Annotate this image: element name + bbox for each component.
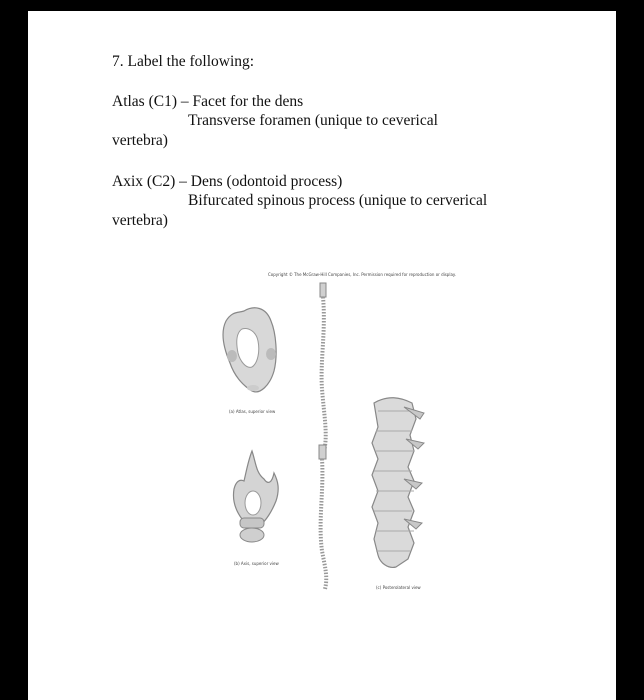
axis-caption: (b) Axis, superior view	[234, 561, 279, 566]
posterolateral-vertebrae-illustration	[372, 398, 424, 568]
axis-label-wrap: vertebra)	[112, 212, 168, 229]
figure-copyright: Copyright © The McGraw-Hill Companies, Inc. Permission required for reproduction or display.	[268, 272, 456, 277]
question-heading: 7. Label the following:	[112, 53, 255, 70]
atlas-caption: (a) Atlas, superior view	[229, 409, 276, 414]
vertebrae-figure	[28, 11, 616, 700]
posterolateral-caption: (c) Posterolateral view	[376, 585, 421, 590]
atlas-label-line: Atlas (C1) – Facet for the dens	[112, 93, 304, 110]
spinal-column-illustration	[319, 283, 326, 589]
atlas-label-wrap: vertebra)	[112, 132, 168, 149]
atlas-label-continuation: Transverse foramen (unique to ceverical	[188, 112, 438, 129]
atlas-illustration	[223, 308, 276, 392]
document-page	[28, 11, 616, 700]
axis-illustration	[233, 451, 278, 542]
axis-label-continuation: Bifurcated spinous process (unique to cerverical	[188, 192, 488, 209]
axis-label-line: Axix (C2) – Dens (odontoid process)	[112, 173, 343, 190]
